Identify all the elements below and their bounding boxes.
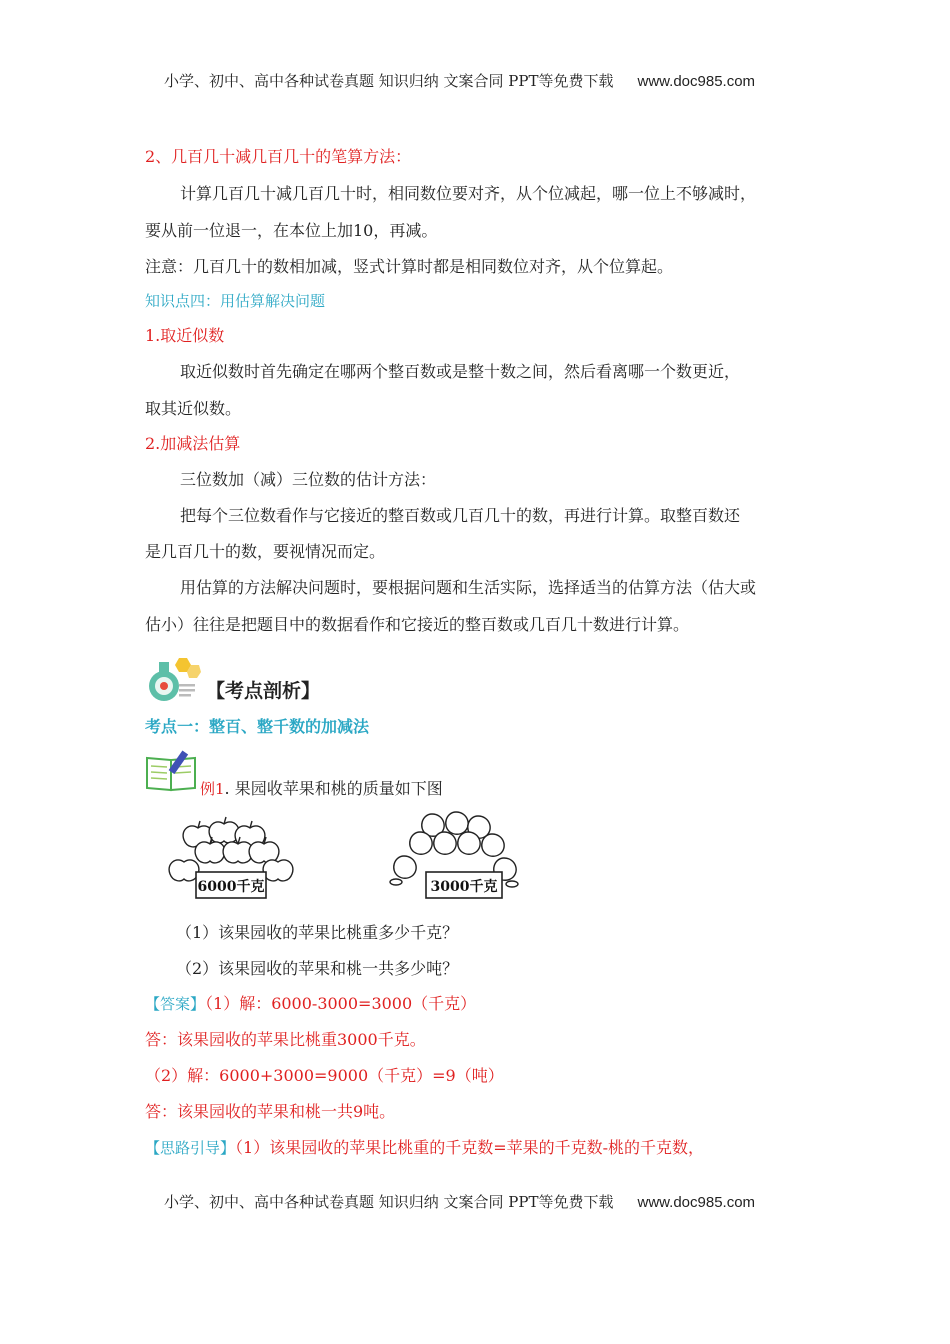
footer-text: 小学、初中、高中各种试卷真题 知识归纳 文案合同 PPT等免费下载 bbox=[164, 1193, 614, 1211]
kp4-h2-paragraph-1: 三位数加（减）三位数的估计方法： bbox=[180, 470, 437, 489]
footer-site[interactable]: www.doc985.com bbox=[637, 1194, 756, 1211]
kp4-heading-1: 1.取近似数 bbox=[145, 326, 225, 345]
kp4-title: 知识点四：用估算解决问题 bbox=[145, 292, 326, 310]
hint-tag: 【思路引导】 bbox=[145, 1139, 236, 1157]
example-stem: . 果园收苹果和桃的质量如下图 bbox=[224, 779, 443, 798]
header-text: 小学、初中、高中各种试卷真题 知识归纳 文案合同 PPT等免费下载 bbox=[164, 72, 614, 90]
peaches-figure bbox=[386, 806, 520, 902]
answer-text-1: （1）解：6000-3000=3000（千克） bbox=[205, 994, 477, 1013]
answer-tag: 【答案】 bbox=[145, 995, 206, 1013]
flask-icon bbox=[145, 656, 201, 704]
example-label: 例1 bbox=[200, 780, 225, 798]
book-pencil-icon bbox=[145, 748, 199, 792]
section2-title: 2、几百几十减几百几十的笔算方法： bbox=[145, 147, 412, 166]
kp4-h2-paragraph-5: 估小）往往是把题目中的数据看作和它接近的整百数或几百几十数进行计算。 bbox=[145, 615, 690, 634]
question-1: （1）该果园收的苹果比桃重多少千克？ bbox=[176, 923, 459, 942]
page-footer bbox=[164, 1191, 755, 1212]
peach-weight-label: 3000千克 bbox=[430, 879, 498, 895]
example-1-stem-line bbox=[200, 776, 443, 799]
answer-line-1 bbox=[145, 993, 476, 1015]
page-header bbox=[164, 70, 755, 91]
section2-paragraph-2: 要从前一位退一，在本位上加10，再减。 bbox=[145, 221, 438, 240]
answer-line-3: （2）解：6000+3000=9000（千克）=9（吨） bbox=[145, 1066, 504, 1085]
kp4-h2-paragraph-3: 是几百几十的数，要视情况而定。 bbox=[145, 542, 386, 561]
hint-line-1 bbox=[145, 1137, 704, 1159]
apple-weight-label: 6000千克 bbox=[197, 879, 265, 895]
answer-line-4: 答：该果园收的苹果和桃一共9吨。 bbox=[145, 1102, 396, 1121]
kp4-h2-paragraph-2: 把每个三位数看作与它接近的整百数或几百几十的数，再进行计算。取整百数还 bbox=[180, 506, 741, 525]
header-site[interactable]: www.doc985.com bbox=[637, 73, 756, 90]
answer-line-2: 答：该果园收的苹果比桃重3000千克。 bbox=[145, 1030, 426, 1049]
kp4-h1-paragraph-1: 取近似数时首先确定在哪两个整百数或是整十数之间，然后看离哪一个数更近， bbox=[180, 362, 741, 381]
exam-point-1: 考点一：整百、整千数的加减法 bbox=[145, 717, 370, 736]
kp4-heading-2: 2.加减法估算 bbox=[145, 434, 241, 453]
kp4-h1-paragraph-2: 取其近似数。 bbox=[145, 399, 242, 418]
apples-figure bbox=[168, 806, 294, 902]
question-2: （2）该果园收的苹果和桃一共多少吨？ bbox=[176, 959, 459, 978]
hint-text-1: （1）该果园收的苹果比桃重的千克数=苹果的千克数-桃的千克数， bbox=[235, 1138, 705, 1157]
analysis-title: 【考点剖析】 bbox=[206, 680, 321, 702]
section2-paragraph-1: 计算几百几十减几百几十时，相同数位要对齐，从个位减起，哪一位上不够减时， bbox=[180, 184, 757, 203]
section2-note: 注意：几百几十的数相加减，竖式计算时都是相同数位对齐，从个位算起。 bbox=[145, 257, 674, 276]
kp4-h2-paragraph-4: 用估算的方法解决问题时，要根据问题和生活实际，选择适当的估算方法（估大或 bbox=[180, 578, 757, 597]
